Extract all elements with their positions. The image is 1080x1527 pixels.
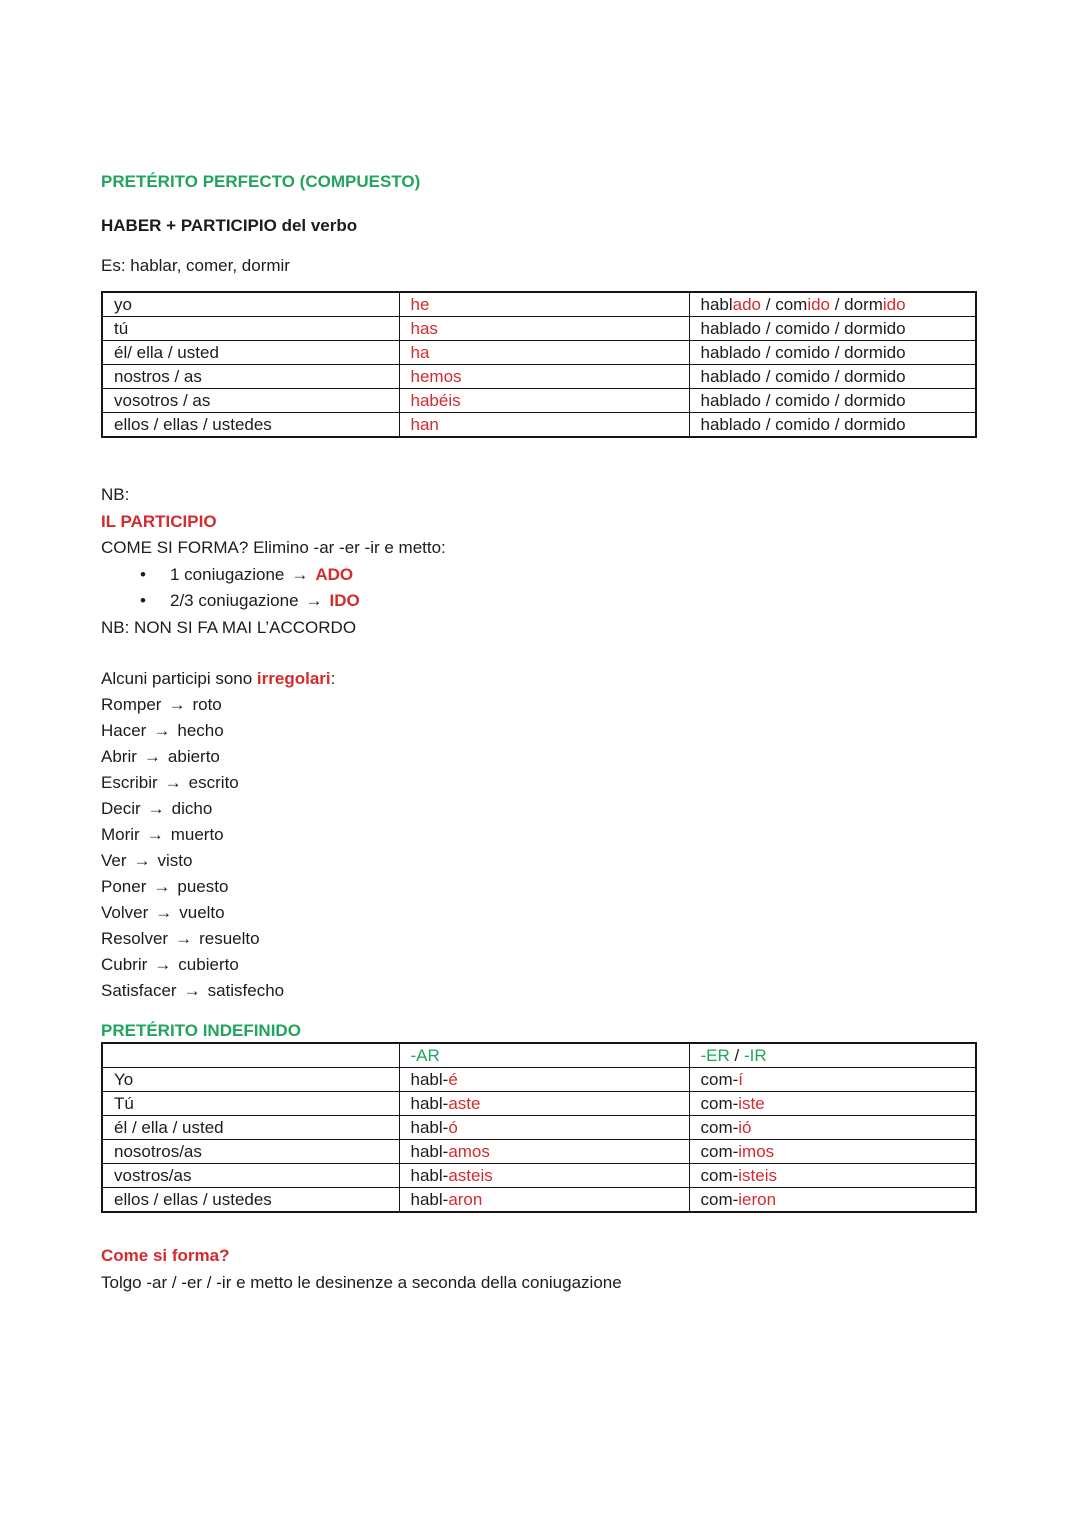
irregular-item	[101, 744, 977, 770]
table-row	[102, 292, 976, 317]
verb-stem: habl-	[410, 1117, 449, 1137]
verb-ending: iste	[738, 1093, 765, 1113]
verb-stem: habl-	[410, 1093, 449, 1113]
ar-label: -AR	[410, 1045, 440, 1065]
irregular-item	[101, 822, 977, 848]
verb-stem: com-	[700, 1069, 739, 1089]
verb-infinitive: Hacer	[101, 721, 147, 740]
irregular-item	[101, 926, 977, 952]
verb-participle: cubierto	[178, 955, 239, 974]
table-row	[102, 1116, 976, 1140]
verb-stem: habl-	[410, 1069, 449, 1089]
participle-ending: ido	[807, 294, 830, 314]
participle-cell: hablado / comido / dormido	[689, 389, 976, 413]
pronoun-cell: tú	[102, 317, 399, 341]
haber-cell: han	[399, 413, 689, 438]
conjugation-23-result: IDO	[329, 591, 360, 610]
participle-cell	[689, 292, 976, 317]
pronoun-cell: él/ ella / usted	[102, 341, 399, 365]
arrow-icon: →	[147, 799, 165, 818]
verb-participle: satisfecho	[207, 981, 285, 1000]
irregular-participles-section	[101, 666, 977, 1004]
ar-form-cell	[399, 1116, 689, 1140]
empty-header-cell	[102, 1043, 399, 1068]
verb-ending: imos	[738, 1141, 775, 1161]
indefinido-conjugation-table	[101, 1042, 977, 1213]
table-row	[102, 341, 976, 365]
irregular-item	[101, 770, 977, 796]
verb-infinitive: Resolver	[101, 929, 169, 948]
er-form-cell	[689, 1092, 976, 1116]
come-si-forma-heading: Come si forma?	[101, 1246, 230, 1265]
verb-participle: puesto	[177, 877, 229, 896]
haber-cell: hemos	[399, 365, 689, 389]
verb-infinitive: Decir	[101, 799, 141, 818]
ar-form-cell	[399, 1092, 689, 1116]
er-form-cell	[689, 1140, 976, 1164]
irregular-item	[101, 848, 977, 874]
verb-stem: com-	[700, 1165, 739, 1185]
verb-stem: habl-	[410, 1189, 449, 1209]
pronoun-cell: nostros / as	[102, 365, 399, 389]
bullet-text: 1 coniugazione	[170, 564, 285, 584]
table-row	[102, 1140, 976, 1164]
verb-ending: aron	[448, 1189, 483, 1209]
separator: /	[761, 294, 776, 314]
arrow-icon: →	[168, 695, 186, 714]
participle-ending: ido	[882, 294, 906, 314]
verb-ending: í	[738, 1069, 744, 1089]
verb-participle: visto	[157, 851, 193, 870]
table-row	[102, 1188, 976, 1213]
conjugation-1-result: ADO	[315, 564, 354, 584]
verb-stem: com-	[700, 1093, 739, 1113]
participle-cell: hablado / comido / dormido	[689, 413, 976, 438]
verb-stem: com-	[700, 1189, 739, 1209]
haber-conjugation-table	[101, 291, 977, 438]
verb-infinitive: Cubrir	[101, 955, 148, 974]
separator: /	[830, 294, 845, 314]
examples-line: Es: hablar, comer, dormir	[101, 256, 290, 275]
irregular-item	[101, 796, 977, 822]
verb-stem: com-	[700, 1141, 739, 1161]
bullet-text: 2/3 coniugazione	[170, 591, 299, 610]
table-row	[102, 1092, 976, 1116]
verb-infinitive: Abrir	[101, 747, 137, 766]
participle-stem: com	[775, 294, 808, 314]
table-row	[102, 365, 976, 389]
arrow-icon: →	[153, 877, 171, 896]
verb-ending: ió	[738, 1117, 752, 1137]
verb-ending: ó	[448, 1117, 458, 1137]
verb-ending: isteis	[738, 1165, 778, 1185]
verb-infinitive: Romper	[101, 695, 162, 714]
table-row	[102, 317, 976, 341]
arrow-icon: →	[305, 591, 323, 610]
verb-participle: dicho	[171, 799, 213, 818]
participle-cell: hablado / comido / dormido	[689, 341, 976, 365]
ar-form-cell	[399, 1188, 689, 1213]
come-si-forma-text: Tolgo -ar / -er / -ir e metto le desinenze a seconda della coniugazione	[101, 1273, 622, 1292]
table-row	[102, 413, 976, 438]
arrow-icon: →	[164, 773, 182, 792]
come-si-forma-question: COME SI FORMA? Elimino -ar -er -ir e metto:	[101, 538, 446, 557]
irregulars-intro	[101, 666, 977, 692]
section-title-preterito-perfecto: PRETÉRITO PERFECTO (COMPUESTO)	[101, 172, 421, 191]
separator: /	[729, 1045, 744, 1065]
bullet-icon: •	[140, 591, 146, 610]
document-page	[101, 169, 977, 1296]
verb-participle: hecho	[177, 721, 224, 740]
verb-infinitive: Poner	[101, 877, 147, 896]
bullet-icon: •	[140, 564, 146, 584]
irregular-item	[101, 952, 977, 978]
irregulars-colon: :	[330, 669, 336, 688]
irregular-item	[101, 874, 977, 900]
verb-participle: resuelto	[199, 929, 260, 948]
verb-participle: roto	[192, 695, 222, 714]
arrow-icon: →	[143, 747, 161, 766]
verb-participle: muerto	[170, 825, 224, 844]
haber-cell: he	[399, 292, 689, 317]
er-ir-header-cell	[689, 1043, 976, 1068]
irregulars-highlight: irregolari	[256, 669, 331, 688]
verb-participle: abierto	[167, 747, 220, 766]
haber-cell: habéis	[399, 389, 689, 413]
ar-form-cell	[399, 1140, 689, 1164]
er-form-cell	[689, 1116, 976, 1140]
ar-header-cell	[399, 1043, 689, 1068]
er-label: -ER	[700, 1045, 730, 1065]
pronoun-cell: nosotros/as	[102, 1140, 399, 1164]
pronoun-cell: Tú	[102, 1092, 399, 1116]
pronoun-cell: vosotros / as	[102, 389, 399, 413]
verb-stem: habl-	[410, 1165, 449, 1185]
pronoun-cell: yo	[102, 292, 399, 317]
arrow-icon: →	[155, 903, 173, 922]
pronoun-cell: Yo	[102, 1068, 399, 1092]
arrow-icon: →	[175, 929, 193, 948]
arrow-icon: →	[291, 564, 309, 584]
er-form-cell	[689, 1188, 976, 1213]
er-form-cell	[689, 1164, 976, 1188]
pronoun-cell: vostros/as	[102, 1164, 399, 1188]
irregulars-intro-text: Alcuni participi sono	[101, 669, 257, 688]
verb-participle: vuelto	[179, 903, 225, 922]
arrow-icon: →	[146, 825, 164, 844]
pronoun-cell: ellos / ellas / ustedes	[102, 413, 399, 438]
bullet-item-2	[101, 588, 977, 615]
verb-ending: amos	[448, 1141, 490, 1161]
participio-heading: IL PARTICIPIO	[101, 511, 217, 531]
participle-stem: dorm	[844, 294, 883, 314]
irregular-item	[101, 718, 977, 744]
arrow-icon: →	[133, 851, 151, 870]
verb-ending: é	[448, 1069, 458, 1089]
participle-cell: hablado / comido / dormido	[689, 365, 976, 389]
table-row	[102, 1164, 976, 1188]
ar-form-cell	[399, 1164, 689, 1188]
participle-stem: habl	[700, 294, 733, 314]
arrow-icon: →	[154, 955, 172, 974]
bullet-item-1	[101, 562, 977, 589]
irregular-item	[101, 900, 977, 926]
arrow-icon: →	[153, 721, 171, 740]
verb-stem: habl-	[410, 1141, 449, 1161]
verb-participle: escrito	[188, 773, 239, 792]
nb-accordo-note: NB: NON SI FA MAI L’ACCORDO	[101, 617, 357, 637]
verb-infinitive: Morir	[101, 825, 140, 844]
haber-cell: ha	[399, 341, 689, 365]
verb-ending: aste	[448, 1093, 481, 1113]
ar-form-cell	[399, 1068, 689, 1092]
formula-line: HABER + PARTICIPIO del verbo	[101, 216, 358, 235]
table-row	[102, 1068, 976, 1092]
verb-infinitive: Escribir	[101, 773, 158, 792]
table-row	[102, 389, 976, 413]
verb-infinitive: Volver	[101, 903, 149, 922]
haber-cell: has	[399, 317, 689, 341]
participle-ending: ado	[732, 294, 762, 314]
irregular-item	[101, 978, 977, 1004]
table-header-row	[102, 1043, 976, 1068]
verb-ending: asteis	[448, 1165, 493, 1185]
pronoun-cell: ellos / ellas / ustedes	[102, 1188, 399, 1213]
er-form-cell	[689, 1068, 976, 1092]
verb-ending: ieron	[738, 1189, 777, 1209]
participle-cell: hablado / comido / dormido	[689, 317, 976, 341]
arrow-icon: →	[183, 981, 201, 1000]
verb-infinitive: Satisfacer	[101, 981, 177, 1000]
nb-label: NB:	[101, 485, 130, 504]
ir-label: -IR	[743, 1045, 767, 1065]
verb-stem: com-	[700, 1117, 739, 1137]
irregular-item	[101, 692, 977, 718]
preterito-indefinido-heading: PRETÉRITO INDEFINIDO	[101, 1021, 301, 1040]
participio-section	[101, 482, 977, 641]
pronoun-cell: él / ella / usted	[102, 1116, 399, 1140]
verb-infinitive: Ver	[101, 851, 127, 870]
